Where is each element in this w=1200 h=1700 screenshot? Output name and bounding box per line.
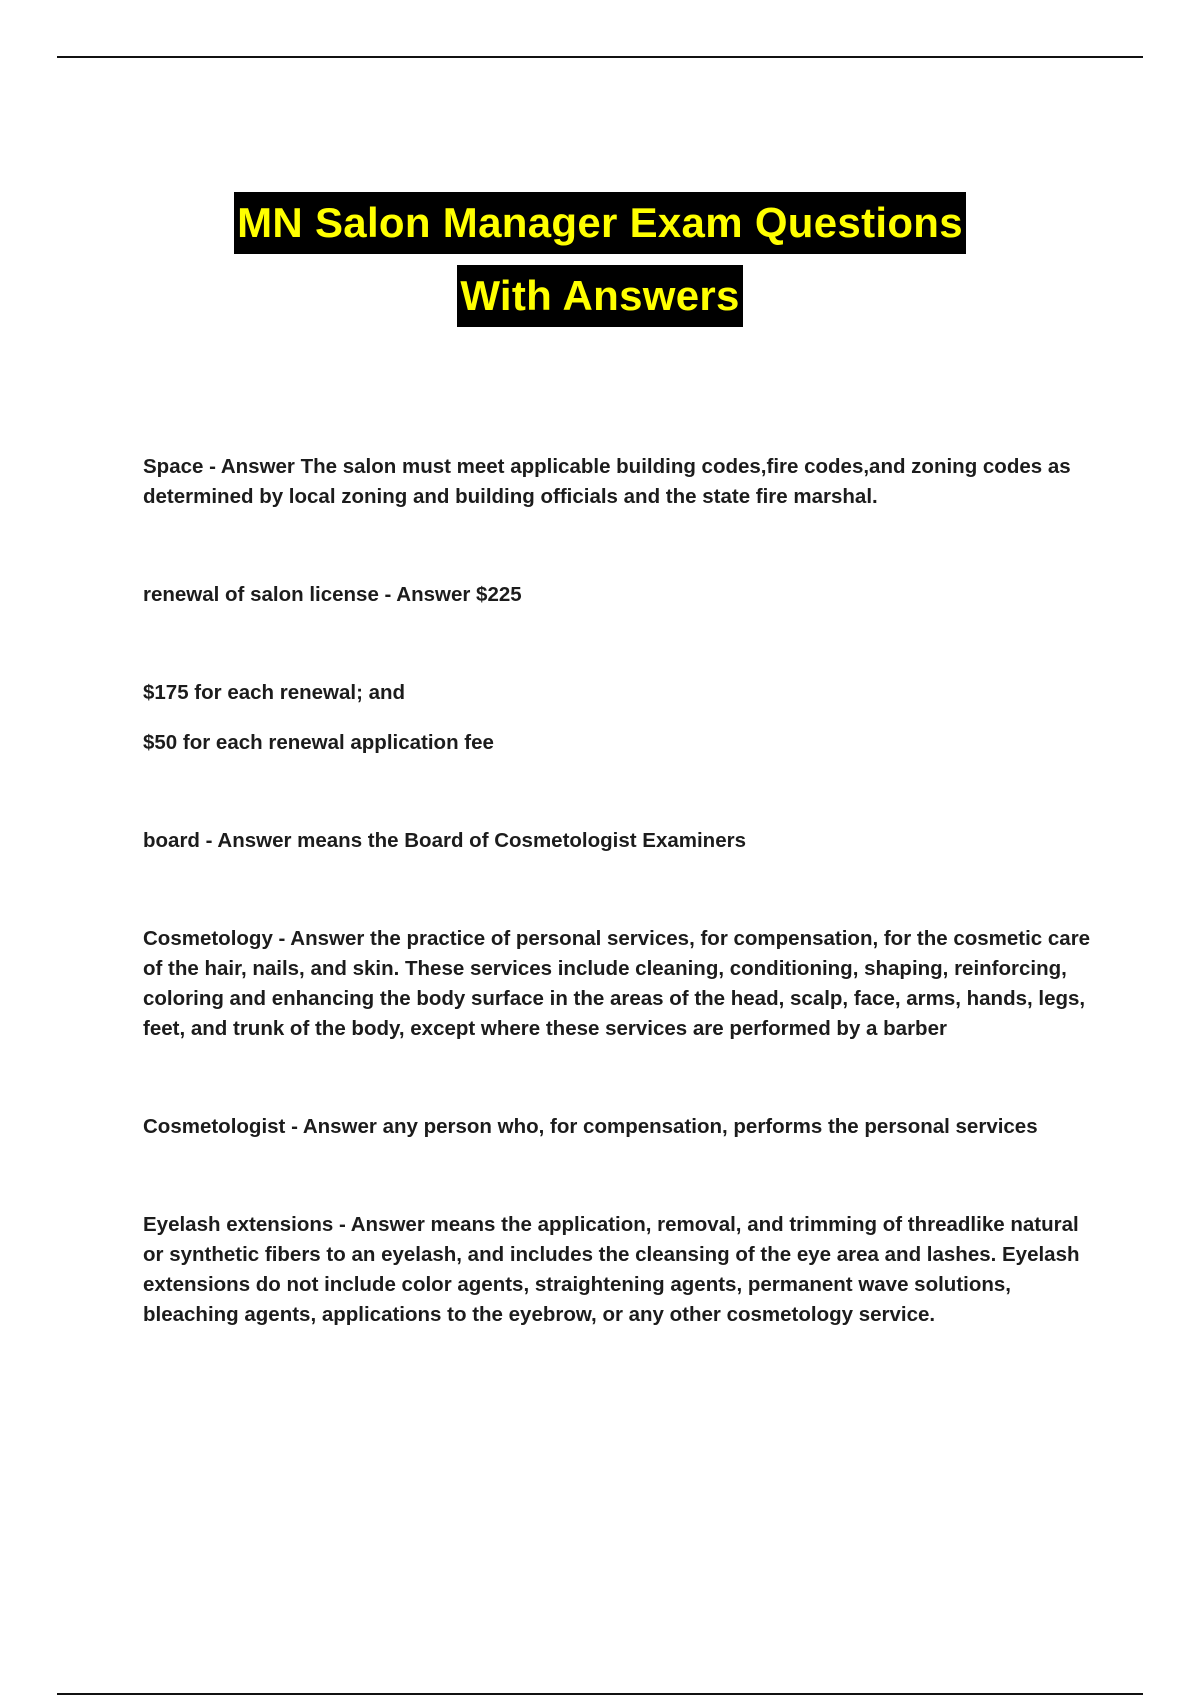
entry-eyelash-extensions: Eyelash extensions - Answer means the application, removal, and trimming of threadlike natural or synthetic fibers to an eyelash, and includes the cleansing of the eye area and lashes. Eyelash extensions do not include color agents, straightening agents, permanent wave solutions, bleaching agents, applications to the eyebrow, or any other cosmetology service. xyxy=(143,1213,1080,1326)
document-body xyxy=(143,452,1093,1330)
entry-space: Space - Answer The salon must meet applicable building codes,fire codes,and zoning codes as determined by local zoning and building officials and the state fire marshal. xyxy=(143,455,1071,508)
entry-renewal-license: renewal of salon license - Answer $225 xyxy=(143,583,522,606)
entry-renewal-fee: $175 for each renewal; and xyxy=(143,681,406,704)
title-line-2: With Answers xyxy=(457,265,742,327)
top-divider xyxy=(57,56,1143,58)
title-line-1: MN Salon Manager Exam Questions xyxy=(234,192,966,254)
document-title xyxy=(0,192,1200,327)
entry-cosmetologist: Cosmetologist - Answer any person who, for compensation, performs the personal services xyxy=(143,1115,1038,1138)
entry-cosmetology: Cosmetology - Answer the practice of personal services, for compensation, for the cosmetic care of the hair, nails, and skin. These services include cleaning, conditioning, shaping, reinforcing, coloring and enhancing the body surface in the areas of the head, scalp, face, arms, hands, legs, feet, and trunk of the body, except where these services are performed by a barber xyxy=(143,927,1091,1040)
entry-application-fee: $50 for each renewal application fee xyxy=(143,731,494,754)
bottom-divider xyxy=(57,1693,1143,1695)
entry-board: board - Answer means the Board of Cosmetologist Examiners xyxy=(143,829,746,852)
